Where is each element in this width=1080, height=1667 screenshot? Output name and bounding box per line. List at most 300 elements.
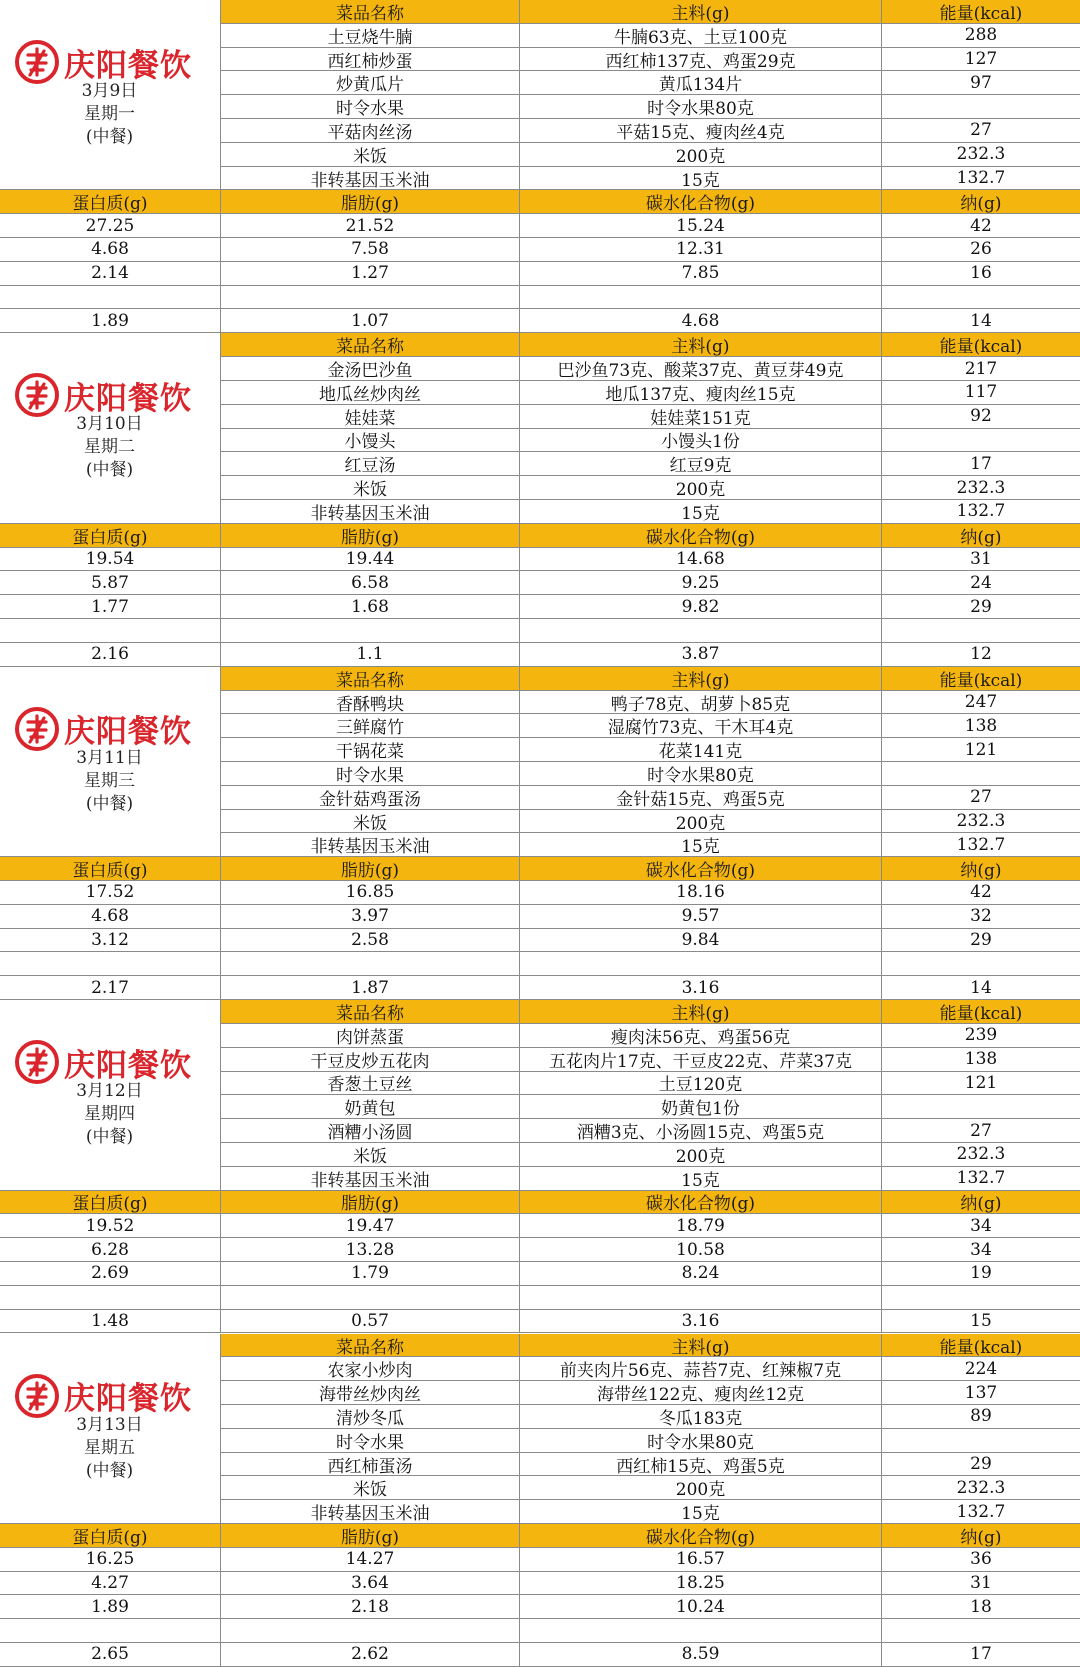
dish-name: 三鲜腐竹 bbox=[220, 714, 519, 738]
nutrition-value bbox=[220, 1286, 519, 1310]
dish-name: 香葱土豆丝 bbox=[220, 1072, 519, 1096]
dish-energy: 232.3 bbox=[881, 1476, 1080, 1500]
dish-ingredients: 巴沙鱼73克、酸菜37克、黄豆芽49克 bbox=[519, 357, 881, 381]
nutrition-value: 34 bbox=[881, 1214, 1080, 1238]
day-section-1 bbox=[0, 0, 1080, 333]
menu-header-cell: 主料(g) bbox=[519, 1334, 881, 1358]
menu-weekday: 星期五 bbox=[84, 1437, 135, 1458]
nutrition-row bbox=[0, 1619, 1080, 1643]
logo-separator bbox=[0, 856, 220, 857]
dish-energy: 27 bbox=[881, 1119, 1080, 1143]
dish-energy: 27 bbox=[881, 786, 1080, 810]
menu-weekday: 星期三 bbox=[84, 770, 135, 791]
dish-row bbox=[220, 810, 1080, 834]
dish-row bbox=[220, 1381, 1080, 1405]
nutrition-value bbox=[0, 286, 220, 310]
nutrition-value: 16.85 bbox=[220, 881, 519, 905]
dish-ingredients: 土豆120克 bbox=[519, 1072, 881, 1096]
dish-ingredients: 金针菇15克、鸡蛋5克 bbox=[519, 786, 881, 810]
nutrition-value: 4.68 bbox=[0, 905, 220, 929]
nutrition-header-cell: 蛋白质(g) bbox=[0, 190, 220, 214]
nutrition-header-cell: 碳水化合物(g) bbox=[519, 190, 881, 214]
dish-energy bbox=[881, 95, 1080, 119]
dish-energy: 127 bbox=[881, 48, 1080, 72]
dish-ingredients: 西红柿137克、鸡蛋29克 bbox=[519, 48, 881, 72]
dish-name: 奶黄包 bbox=[220, 1095, 519, 1119]
dish-row bbox=[220, 1048, 1080, 1072]
dish-ingredients: 时令水果80克 bbox=[519, 1429, 881, 1453]
menu-header-cell: 菜品名称 bbox=[220, 1000, 519, 1024]
nutrition-row bbox=[0, 309, 1080, 333]
brand-date-block bbox=[0, 0, 219, 190]
nutrition-value: 42 bbox=[881, 214, 1080, 238]
dish-name: 土豆烧牛腩 bbox=[220, 24, 519, 48]
dish-energy: 29 bbox=[881, 1453, 1080, 1477]
dish-energy: 121 bbox=[881, 1072, 1080, 1096]
nutrition-value: 19.52 bbox=[0, 1214, 220, 1238]
nutrition-header-cell: 纳(g) bbox=[881, 190, 1080, 214]
menu-date: 3月10日 bbox=[76, 414, 143, 435]
nutrition-value: 4.27 bbox=[0, 1572, 220, 1596]
nutrition-header-row bbox=[0, 190, 1080, 214]
menu-header-cell: 菜品名称 bbox=[220, 1334, 519, 1358]
nutrition-value bbox=[881, 952, 1080, 976]
brand-name: 庆阳餐饮 bbox=[64, 1381, 192, 1418]
nutrition-header-cell: 脂肪(g) bbox=[220, 524, 519, 548]
dish-energy: 137 bbox=[881, 1381, 1080, 1405]
qingyang-seal-icon bbox=[14, 1373, 60, 1419]
nutrition-value: 18.16 bbox=[519, 881, 881, 905]
nutrition-value: 2.14 bbox=[0, 262, 220, 286]
nutrition-value: 19.54 bbox=[0, 548, 220, 572]
menu-header-row bbox=[220, 1334, 1080, 1358]
dish-ingredients: 15克 bbox=[519, 1167, 881, 1191]
dish-energy: 27 bbox=[881, 119, 1080, 143]
dish-name: 米饭 bbox=[220, 810, 519, 834]
dish-energy: 288 bbox=[881, 24, 1080, 48]
nutrition-value: 3.87 bbox=[519, 643, 881, 667]
dish-row bbox=[220, 1024, 1080, 1048]
brand-date-block bbox=[0, 1000, 219, 1190]
dish-ingredients: 地瓜137克、瘦肉丝15克 bbox=[519, 381, 881, 405]
dish-row bbox=[220, 357, 1080, 381]
nutrition-header-cell: 纳(g) bbox=[881, 857, 1080, 881]
dish-energy: 247 bbox=[881, 691, 1080, 715]
menu-header-cell: 主料(g) bbox=[519, 0, 881, 24]
dish-ingredients: 15克 bbox=[519, 1500, 881, 1524]
logo-separator bbox=[0, 1190, 220, 1191]
dish-energy bbox=[881, 1429, 1080, 1453]
nutrition-value: 3.97 bbox=[220, 905, 519, 929]
dish-row bbox=[220, 786, 1080, 810]
nutrition-row bbox=[0, 571, 1080, 595]
nutrition-value: 29 bbox=[881, 595, 1080, 619]
nutrition-value: 1.77 bbox=[0, 595, 220, 619]
nutrition-header-cell: 纳(g) bbox=[881, 1191, 1080, 1215]
dish-row bbox=[220, 429, 1080, 453]
dish-name: 海带丝炒肉丝 bbox=[220, 1381, 519, 1405]
nutrition-value: 6.28 bbox=[0, 1238, 220, 1262]
nutrition-value: 0.57 bbox=[220, 1310, 519, 1334]
dish-row bbox=[220, 762, 1080, 786]
menu-header-cell: 主料(g) bbox=[519, 1000, 881, 1024]
nutrition-row bbox=[0, 1286, 1080, 1310]
dish-name: 西红柿炒蛋 bbox=[220, 48, 519, 72]
nutrition-row bbox=[0, 548, 1080, 572]
nutrition-value: 19.44 bbox=[220, 548, 519, 572]
dish-row bbox=[220, 405, 1080, 429]
nutrition-value: 18 bbox=[881, 1595, 1080, 1619]
nutrition-value: 1.07 bbox=[220, 309, 519, 333]
dish-row bbox=[220, 1143, 1080, 1167]
dish-name: 西红柿蛋汤 bbox=[220, 1453, 519, 1477]
dish-energy: 97 bbox=[881, 71, 1080, 95]
nutrition-value: 9.25 bbox=[519, 571, 881, 595]
nutrition-header-cell: 蛋白质(g) bbox=[0, 857, 220, 881]
menu-date: 3月12日 bbox=[76, 1081, 143, 1102]
nutrition-value bbox=[519, 1286, 881, 1310]
menu-header-cell: 能量(kcal) bbox=[881, 1000, 1080, 1024]
dish-row bbox=[220, 1072, 1080, 1096]
logo-separator bbox=[0, 523, 220, 524]
menu-date: 3月11日 bbox=[76, 747, 143, 768]
dish-row bbox=[220, 167, 1080, 191]
dish-name: 米饭 bbox=[220, 143, 519, 167]
dish-row bbox=[220, 452, 1080, 476]
day-section-4 bbox=[0, 1000, 1080, 1333]
brand-date-block bbox=[0, 667, 219, 857]
nutrition-row bbox=[0, 595, 1080, 619]
dish-name: 小馒头 bbox=[220, 429, 519, 453]
menu-date: 3月9日 bbox=[81, 81, 138, 101]
nutrition-row bbox=[0, 1262, 1080, 1286]
nutrition-value: 2.17 bbox=[0, 976, 220, 1000]
nutrition-value: 31 bbox=[881, 1572, 1080, 1596]
nutrition-header-cell: 碳水化合物(g) bbox=[519, 1524, 881, 1548]
nutrition-row bbox=[0, 1548, 1080, 1572]
dish-energy: 132.7 bbox=[881, 500, 1080, 524]
dish-name: 炒黄瓜片 bbox=[220, 71, 519, 95]
dish-ingredients: 花菜141克 bbox=[519, 738, 881, 762]
nutrition-value: 1.1 bbox=[220, 643, 519, 667]
dish-name: 米饭 bbox=[220, 476, 519, 500]
dish-ingredients: 平菇15克、瘦肉丝4克 bbox=[519, 119, 881, 143]
nutrition-value: 17 bbox=[881, 1643, 1080, 1667]
nutrition-value: 1.68 bbox=[220, 595, 519, 619]
dish-name: 米饭 bbox=[220, 1143, 519, 1167]
dish-energy bbox=[881, 762, 1080, 786]
nutrition-value: 14.27 bbox=[220, 1548, 519, 1572]
nutrition-value: 16 bbox=[881, 262, 1080, 286]
nutrition-value: 26 bbox=[881, 238, 1080, 262]
dish-ingredients: 海带丝122克、瘦肉丝12克 bbox=[519, 1381, 881, 1405]
brand-name: 庆阳餐饮 bbox=[64, 47, 192, 84]
nutrition-header-cell: 纳(g) bbox=[881, 1524, 1080, 1548]
dish-ingredients: 西红柿15克、鸡蛋5克 bbox=[519, 1453, 881, 1477]
nutrition-header-row bbox=[0, 1524, 1080, 1548]
nutrition-value: 10.24 bbox=[519, 1595, 881, 1619]
dish-ingredients: 酒糟3克、小汤圆15克、鸡蛋5克 bbox=[519, 1119, 881, 1143]
dish-row bbox=[220, 476, 1080, 500]
brand-name: 庆阳餐饮 bbox=[64, 380, 192, 417]
nutrition-header-cell: 蛋白质(g) bbox=[0, 524, 220, 548]
nutrition-value: 2.58 bbox=[220, 929, 519, 953]
nutrition-value bbox=[519, 1619, 881, 1643]
nutrition-value: 21.52 bbox=[220, 214, 519, 238]
dish-ingredients: 鸭子78克、胡萝卜85克 bbox=[519, 691, 881, 715]
nutrition-value: 8.59 bbox=[519, 1643, 881, 1667]
brand-date-block bbox=[0, 333, 219, 523]
nutrition-value: 1.89 bbox=[0, 309, 220, 333]
dish-name: 时令水果 bbox=[220, 1429, 519, 1453]
nutrition-value bbox=[0, 1286, 220, 1310]
nutrition-value bbox=[220, 619, 519, 643]
dish-row bbox=[220, 48, 1080, 72]
nutrition-header-cell: 脂肪(g) bbox=[220, 1524, 519, 1548]
nutrition-value: 9.57 bbox=[519, 905, 881, 929]
dish-name: 米饭 bbox=[220, 1476, 519, 1500]
dish-energy: 232.3 bbox=[881, 1143, 1080, 1167]
dish-ingredients: 奶黄包1份 bbox=[519, 1095, 881, 1119]
qingyang-seal-icon bbox=[14, 1039, 60, 1085]
dish-name: 干锅花菜 bbox=[220, 738, 519, 762]
menu-meal: (中餐) bbox=[85, 460, 134, 481]
dish-energy: 92 bbox=[881, 405, 1080, 429]
nutrition-value bbox=[881, 286, 1080, 310]
nutrition-value: 4.68 bbox=[0, 238, 220, 262]
dish-energy: 17 bbox=[881, 452, 1080, 476]
nutrition-value bbox=[519, 619, 881, 643]
nutrition-value: 1.87 bbox=[220, 976, 519, 1000]
nutrition-value: 13.28 bbox=[220, 1238, 519, 1262]
nutrition-value: 18.25 bbox=[519, 1572, 881, 1596]
nutrition-row bbox=[0, 619, 1080, 643]
dish-row bbox=[220, 1167, 1080, 1191]
menu-meal: (中餐) bbox=[85, 1460, 134, 1481]
dish-ingredients: 200克 bbox=[519, 1143, 881, 1167]
dish-row bbox=[220, 714, 1080, 738]
nutrition-value: 14 bbox=[881, 309, 1080, 333]
nutrition-value: 1.89 bbox=[0, 1595, 220, 1619]
nutrition-row bbox=[0, 881, 1080, 905]
nutrition-value bbox=[0, 1619, 220, 1643]
dish-ingredients: 小馒头1份 bbox=[519, 429, 881, 453]
nutrition-value: 24 bbox=[881, 571, 1080, 595]
dish-energy bbox=[881, 1095, 1080, 1119]
dish-row bbox=[220, 1357, 1080, 1381]
menu-weekday: 星期二 bbox=[84, 437, 135, 458]
nutrition-header-cell: 蛋白质(g) bbox=[0, 1524, 220, 1548]
dish-name: 时令水果 bbox=[220, 95, 519, 119]
dish-name: 地瓜丝炒肉丝 bbox=[220, 381, 519, 405]
dish-energy: 239 bbox=[881, 1024, 1080, 1048]
dish-ingredients: 冬瓜183克 bbox=[519, 1405, 881, 1429]
dish-name: 香酥鸭块 bbox=[220, 691, 519, 715]
dish-row bbox=[220, 1476, 1080, 1500]
menu-header-row bbox=[220, 0, 1080, 24]
nutrition-row bbox=[0, 1595, 1080, 1619]
nutrition-value: 32 bbox=[881, 905, 1080, 929]
dish-name: 非转基因玉米油 bbox=[220, 1167, 519, 1191]
dish-ingredients: 15克 bbox=[519, 167, 881, 191]
dish-energy: 89 bbox=[881, 1405, 1080, 1429]
nutrition-header-cell: 纳(g) bbox=[881, 524, 1080, 548]
nutrition-header-cell: 脂肪(g) bbox=[220, 1191, 519, 1215]
brand-name: 庆阳餐饮 bbox=[64, 1047, 192, 1084]
menu-header-cell: 能量(kcal) bbox=[881, 333, 1080, 357]
dish-row bbox=[220, 1119, 1080, 1143]
dish-ingredients: 娃娃菜151克 bbox=[519, 405, 881, 429]
dish-ingredients: 前夹肉片56克、蒜苔7克、红辣椒7克 bbox=[519, 1357, 881, 1381]
nutrition-row bbox=[0, 1310, 1080, 1334]
menu-weekday: 星期四 bbox=[84, 1104, 135, 1125]
menu-header-row bbox=[220, 1000, 1080, 1024]
dish-name: 肉饼蒸蛋 bbox=[220, 1024, 519, 1048]
nutrition-value: 2.69 bbox=[0, 1262, 220, 1286]
dish-energy: 132.7 bbox=[881, 1167, 1080, 1191]
menu-meal: (中餐) bbox=[85, 1127, 134, 1148]
dish-row bbox=[220, 1095, 1080, 1119]
nutrition-header-cell: 蛋白质(g) bbox=[0, 1191, 220, 1215]
nutrition-value: 1.27 bbox=[220, 262, 519, 286]
nutrition-header-cell: 脂肪(g) bbox=[220, 857, 519, 881]
menu-header-cell: 能量(kcal) bbox=[881, 667, 1080, 691]
nutrition-row bbox=[0, 1238, 1080, 1262]
nutrition-header-cell: 脂肪(g) bbox=[220, 190, 519, 214]
nutrition-value bbox=[881, 1619, 1080, 1643]
dish-energy: 138 bbox=[881, 714, 1080, 738]
qingyang-seal-icon bbox=[14, 372, 60, 418]
nutrition-value: 10.58 bbox=[519, 1238, 881, 1262]
nutrition-value: 36 bbox=[881, 1548, 1080, 1572]
dish-ingredients: 五花肉片17克、干豆皮22克、芹菜37克 bbox=[519, 1048, 881, 1072]
nutrition-value: 1.79 bbox=[220, 1262, 519, 1286]
nutrition-value bbox=[220, 286, 519, 310]
dish-row bbox=[220, 1500, 1080, 1524]
dish-row bbox=[220, 1405, 1080, 1429]
dish-energy: 132.7 bbox=[881, 1500, 1080, 1524]
nutrition-row bbox=[0, 1572, 1080, 1596]
nutrition-value: 19.47 bbox=[220, 1214, 519, 1238]
nutrition-row bbox=[0, 952, 1080, 976]
nutrition-value: 27.25 bbox=[0, 214, 220, 238]
nutrition-value: 18.79 bbox=[519, 1214, 881, 1238]
day-section-2 bbox=[0, 333, 1080, 666]
dish-ingredients: 红豆9克 bbox=[519, 452, 881, 476]
dish-row bbox=[220, 24, 1080, 48]
brand-date-block bbox=[0, 1334, 219, 1524]
dish-name: 娃娃菜 bbox=[220, 405, 519, 429]
dish-ingredients: 时令水果80克 bbox=[519, 95, 881, 119]
menu-header-cell: 菜品名称 bbox=[220, 667, 519, 691]
dish-row bbox=[220, 381, 1080, 405]
logo-separator bbox=[0, 1523, 220, 1524]
dish-energy: 217 bbox=[881, 357, 1080, 381]
menu-header-row bbox=[220, 333, 1080, 357]
dish-ingredients: 瘦肉沫56克、鸡蛋56克 bbox=[519, 1024, 881, 1048]
dish-name: 农家小炒肉 bbox=[220, 1357, 519, 1381]
nutrition-value: 29 bbox=[881, 929, 1080, 953]
dish-energy bbox=[881, 429, 1080, 453]
dish-ingredients: 200克 bbox=[519, 810, 881, 834]
nutrition-value: 2.18 bbox=[220, 1595, 519, 1619]
menu-header-cell: 菜品名称 bbox=[220, 333, 519, 357]
dish-ingredients: 200克 bbox=[519, 1476, 881, 1500]
qingyang-seal-icon bbox=[14, 706, 60, 752]
nutrition-value: 34 bbox=[881, 1238, 1080, 1262]
nutrition-value: 1.48 bbox=[0, 1310, 220, 1334]
nutrition-value: 4.68 bbox=[519, 309, 881, 333]
menu-header-cell: 主料(g) bbox=[519, 667, 881, 691]
nutrition-value: 7.85 bbox=[519, 262, 881, 286]
nutrition-value: 17.52 bbox=[0, 881, 220, 905]
dish-row bbox=[220, 500, 1080, 524]
dish-name: 非转基因玉米油 bbox=[220, 833, 519, 857]
nutrition-value: 15 bbox=[881, 1310, 1080, 1334]
nutrition-row bbox=[0, 286, 1080, 310]
nutrition-row bbox=[0, 643, 1080, 667]
nutrition-value bbox=[0, 952, 220, 976]
dish-row bbox=[220, 1429, 1080, 1453]
nutrition-value bbox=[881, 619, 1080, 643]
nutrition-header-row bbox=[0, 857, 1080, 881]
nutrition-value: 2.62 bbox=[220, 1643, 519, 1667]
nutrition-value bbox=[519, 952, 881, 976]
logo-separator bbox=[0, 189, 220, 190]
dish-ingredients: 200克 bbox=[519, 476, 881, 500]
nutrition-row bbox=[0, 976, 1080, 1000]
menu-meal: (中餐) bbox=[85, 793, 134, 814]
brand-name: 庆阳餐饮 bbox=[64, 714, 192, 751]
menu-header-cell: 主料(g) bbox=[519, 333, 881, 357]
dish-energy: 132.7 bbox=[881, 167, 1080, 191]
nutrition-value: 3.16 bbox=[519, 1310, 881, 1334]
dish-energy: 224 bbox=[881, 1357, 1080, 1381]
nutrition-value bbox=[519, 286, 881, 310]
dish-energy: 232.3 bbox=[881, 143, 1080, 167]
nutrition-value bbox=[0, 619, 220, 643]
nutrition-value: 31 bbox=[881, 548, 1080, 572]
nutrition-header-row bbox=[0, 524, 1080, 548]
nutrition-value: 3.12 bbox=[0, 929, 220, 953]
menu-header-cell: 能量(kcal) bbox=[881, 0, 1080, 24]
menu-header-row bbox=[220, 667, 1080, 691]
dish-row bbox=[220, 119, 1080, 143]
dish-ingredients: 15克 bbox=[519, 833, 881, 857]
dish-row bbox=[220, 71, 1080, 95]
nutrition-value: 6.58 bbox=[220, 571, 519, 595]
nutrition-value: 12 bbox=[881, 643, 1080, 667]
dish-energy: 117 bbox=[881, 381, 1080, 405]
menu-weekday: 星期一 bbox=[84, 104, 135, 124]
nutrition-value: 5.87 bbox=[0, 571, 220, 595]
nutrition-value bbox=[220, 952, 519, 976]
dish-row bbox=[220, 1453, 1080, 1477]
nutrition-header-cell: 碳水化合物(g) bbox=[519, 1191, 881, 1215]
menu-date: 3月13日 bbox=[76, 1414, 143, 1435]
nutrition-header-row bbox=[0, 1191, 1080, 1215]
dish-row bbox=[220, 95, 1080, 119]
nutrition-row bbox=[0, 238, 1080, 262]
nutrition-value: 2.16 bbox=[0, 643, 220, 667]
nutrition-value: 19 bbox=[881, 1262, 1080, 1286]
menu-header-cell: 能量(kcal) bbox=[881, 1334, 1080, 1358]
nutrition-value: 9.84 bbox=[519, 929, 881, 953]
nutrition-value: 14 bbox=[881, 976, 1080, 1000]
nutrition-header-cell: 碳水化合物(g) bbox=[519, 857, 881, 881]
menu-meal: (中餐) bbox=[85, 127, 134, 147]
dish-name: 平菇肉丝汤 bbox=[220, 119, 519, 143]
